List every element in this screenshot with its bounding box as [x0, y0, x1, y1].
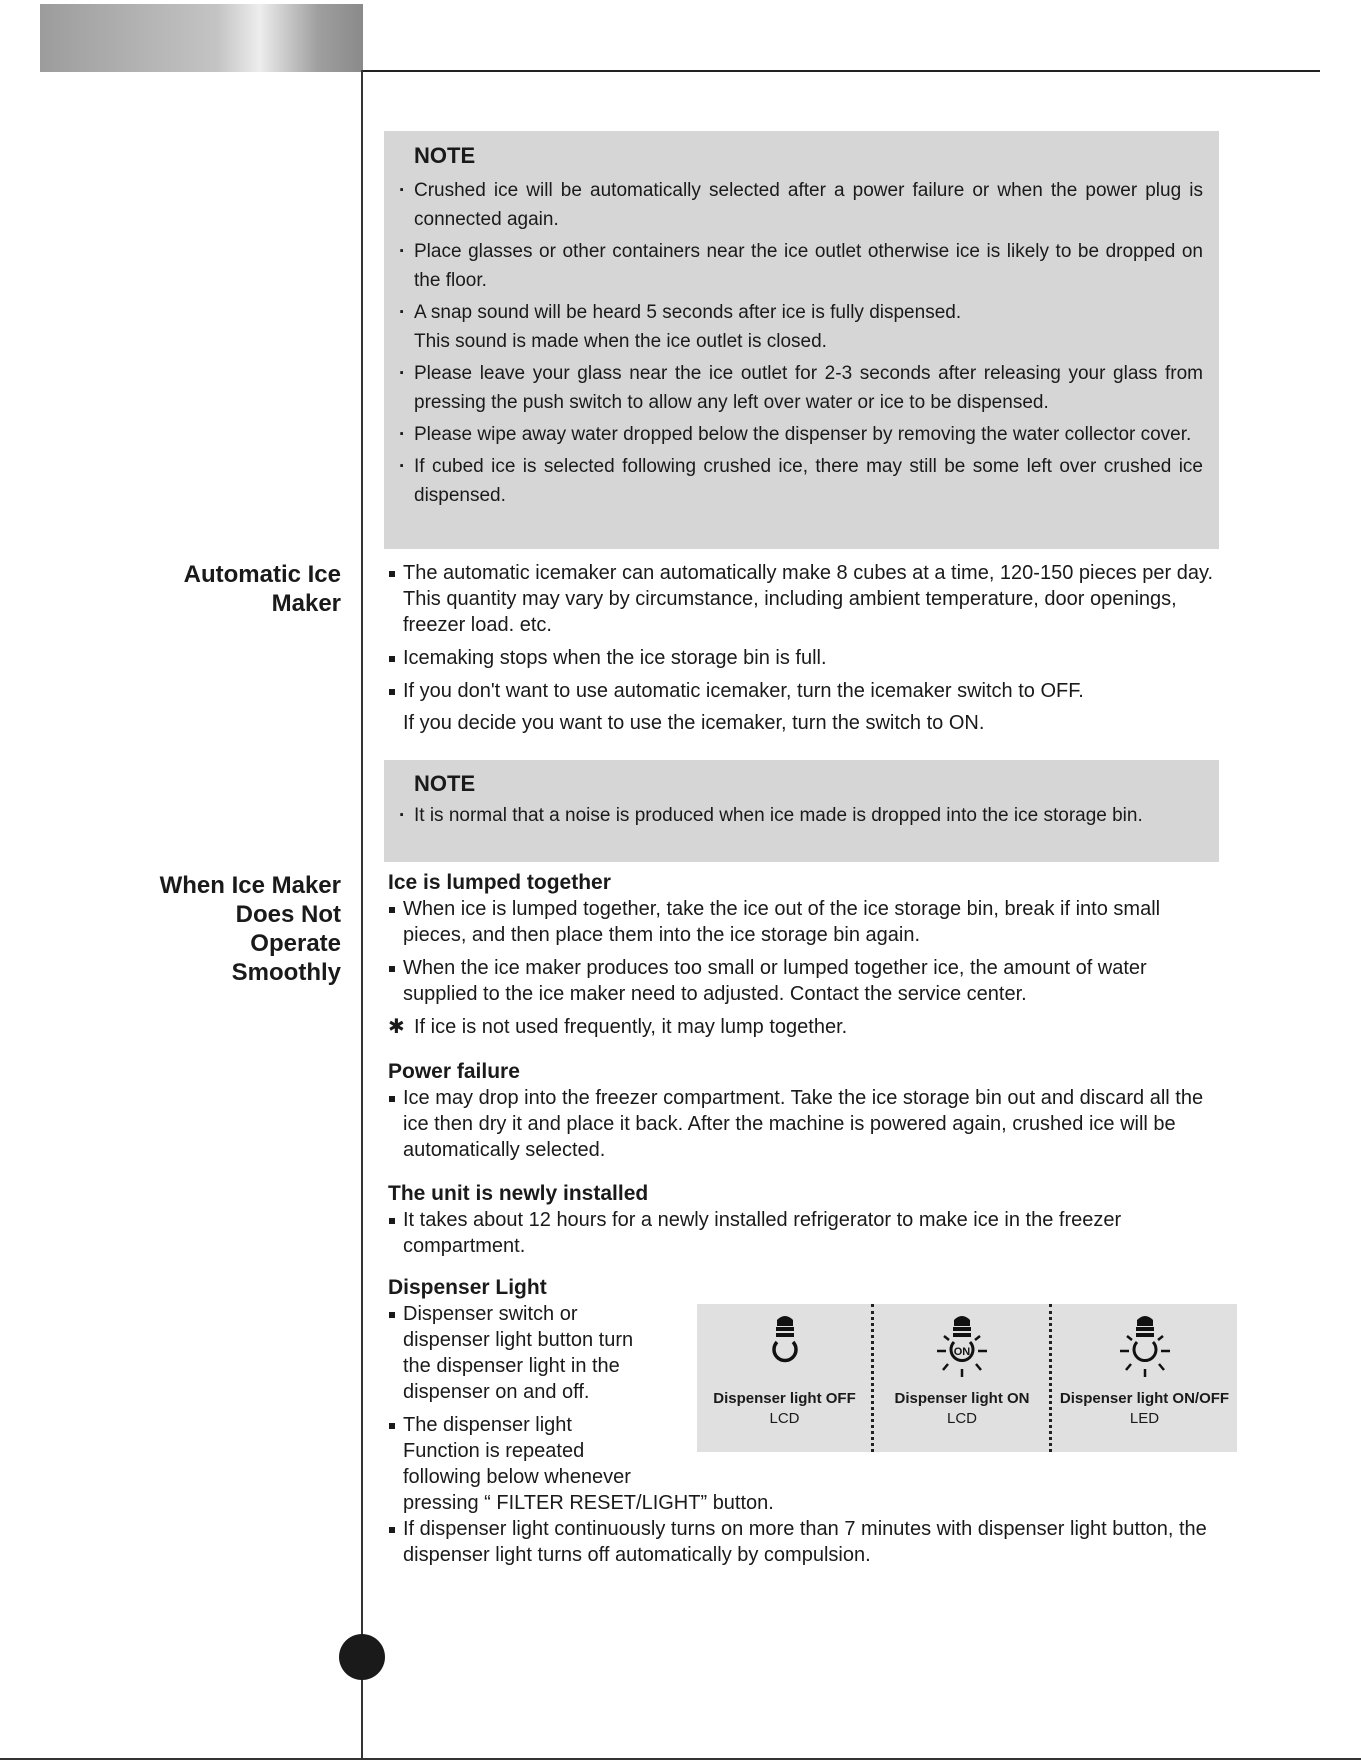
asterisk-icon: ✱: [388, 1016, 405, 1038]
note-item: · Crushed ice will be automatically selected after a power failure or when the power plug is connected again.: [392, 176, 1203, 234]
bulb-on-icon: [936, 1314, 988, 1378]
heading-line: Smoothly: [231, 959, 341, 986]
note-item: · Please leave your glass near the ice outlet for 2-3 seconds after releasing your glass from pressing the push switch to allow any left over water or ice to be dispensed.: [392, 359, 1203, 417]
bullet-list: [388, 560, 1218, 736]
bullet-item: When ice is lumped together, take the ice out of the ice storage bin, break if into small pieces, and then place them into the ice storage bin again.: [388, 896, 1218, 948]
bulb-on-off-icon: [1119, 1314, 1171, 1378]
heading-line: Automatic Ice: [183, 561, 341, 588]
bullet-item-line: pressing “ FILTER RESET/LIGHT” button.: [403, 1492, 774, 1514]
bullet-item-line: If you don't want to use automatic icemaker, turn the icemaker switch to OFF.: [403, 680, 1084, 702]
note-title: NOTE: [414, 143, 476, 168]
note-box-power-failure: [384, 131, 1219, 549]
automatic-ice-maker-body: [388, 560, 1218, 743]
note-box-noise: [384, 760, 1219, 862]
bullet-item-line: the dispenser light in the: [403, 1355, 620, 1377]
footer-rule: [0, 1758, 1361, 1760]
margin-rule: [361, 70, 363, 1760]
light-type: LED: [1129, 1410, 1160, 1427]
bullet-item-line: Function is repeated: [403, 1440, 585, 1462]
note-list: [392, 176, 1203, 513]
dispenser-light-diagram: [697, 1304, 1237, 1452]
power-failure-section: [388, 1059, 1218, 1170]
bullet-item-line: dispenser light button turn: [403, 1329, 634, 1351]
subsection-title: Power failure: [388, 1060, 520, 1083]
ice-lumped-section: [388, 870, 1218, 1040]
star-note: [388, 1014, 1218, 1040]
header-rule: [363, 70, 1320, 72]
light-type: LCD: [769, 1410, 800, 1427]
bullet-item-line: Dispenser switch or: [403, 1303, 578, 1325]
bullet-list: [388, 1085, 1218, 1163]
subsection-title: Dispenser Light: [388, 1276, 547, 1299]
bullet-item: [388, 678, 1218, 736]
note-item: · If cubed ice is selected following crushed ice, there may still be some left over crushed ice dispensed.: [392, 452, 1203, 510]
on-badge-text: ON: [953, 1346, 971, 1358]
subsection-title: The unit is newly installed: [388, 1182, 649, 1205]
note-item-line: This sound is made when the ice outlet is closed.: [414, 331, 827, 352]
bullet-item-line: The dispenser light: [403, 1414, 572, 1436]
subsection-title: Ice is lumped together: [388, 871, 611, 894]
note-item: · It is normal that a noise is produced when ice made is dropped into the ice storage bin.: [392, 803, 1203, 829]
note-item: · Place glasses or other containers near the ice outlet otherwise ice is likely to be dropped on the floor.: [392, 237, 1203, 295]
bullet-item: Icemaking stops when the ice storage bin is full.: [388, 645, 1218, 671]
bullet-item: If dispenser light continuously turns on more than 7 minutes with dispenser light button, the dispenser light turns off automatically by compulsion.: [388, 1516, 1218, 1568]
heading-line: Maker: [271, 590, 341, 617]
page-number-dot: [339, 1634, 385, 1680]
bullet-list: [388, 1207, 1218, 1259]
light-caption: Dispenser light ON/OFF: [1059, 1390, 1230, 1407]
note-item-line: · A snap sound will be heard 5 seconds after ice is fully dispensed.: [414, 302, 962, 323]
light-panel-on-off: [1052, 1304, 1237, 1452]
bullet-item-line: following below whenever: [403, 1466, 631, 1488]
bullet-item-line: If you decide you want to use the icemaker, turn the switch to ON.: [403, 712, 985, 734]
bullet-item: When the ice maker produces too small or lumped together ice, the amount of water supplied to the ice maker need to adjusted. Contact the service center.: [388, 955, 1218, 1007]
heading-line: Does Not: [235, 901, 341, 928]
light-panel-off: [697, 1304, 872, 1452]
light-caption: Dispenser light OFF: [713, 1390, 856, 1407]
light-caption: Dispenser light ON: [894, 1390, 1030, 1407]
section-heading-when-ice-maker: [101, 871, 341, 987]
bulb-off-icon: [759, 1314, 811, 1378]
bullet-item: Ice may drop into the freezer compartment. Take the ice storage bin out and discard all the ice then dry it and place it back. After the machine is powered again, crushed ice will be automatically selected.: [388, 1085, 1218, 1163]
light-type: LCD: [946, 1410, 977, 1427]
note-list: [392, 803, 1203, 832]
header-tab: [40, 4, 363, 72]
bullet-item: It takes about 12 hours for a newly installed refrigerator to make ice in the freezer compartment.: [388, 1207, 1218, 1259]
star-note-text: If ice is not used frequently, it may lump together.: [414, 1016, 848, 1038]
heading-line: When Ice Maker: [159, 872, 341, 899]
bullet-item: The automatic icemaker can automatically make 8 cubes at a time, 120-150 pieces per day. This quantity may vary by circumstance, including ambient temperature, door openings, freezer load. etc.: [388, 560, 1218, 638]
heading-line: Operate: [250, 930, 341, 957]
newly-installed-section: [388, 1181, 1218, 1266]
bullet-list: [388, 896, 1218, 1007]
light-panel-on: [874, 1304, 1050, 1452]
bullet-item-line: dispenser on and off.: [403, 1381, 590, 1403]
section-heading-automatic-ice-maker: [101, 560, 341, 618]
note-title: NOTE: [414, 771, 476, 796]
note-item: [392, 298, 1203, 356]
note-item: · Please wipe away water dropped below the dispenser by removing the water collector cover.: [392, 420, 1203, 449]
